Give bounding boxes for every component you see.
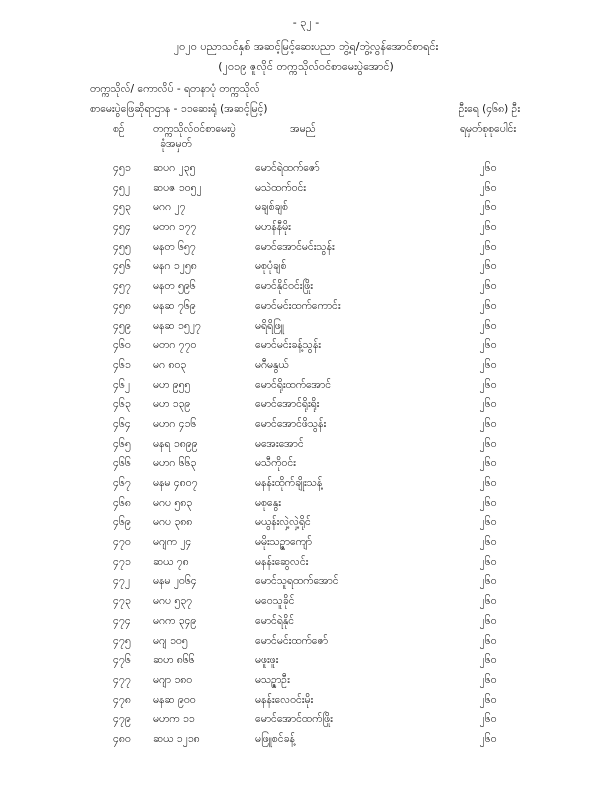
roll-number: မတဂ ၇၇၀	[153, 339, 197, 352]
roll-number: မနမ ၂၀၆၄	[153, 575, 197, 588]
row-number: ၄၇၁	[113, 555, 131, 568]
total-mark: ၂၆၀	[479, 319, 497, 332]
student-name: မောင်သူရထက်အောင်	[255, 575, 339, 588]
total-mark: ၂၆၀	[479, 673, 497, 686]
university-label: တက္ကသိုလ်/ ကောလိပ် - ရတနာပုံ တက္ကသိုလ်	[90, 83, 260, 95]
header-no: စဉ်	[113, 123, 125, 135]
total-mark: ၂၆၀	[479, 496, 497, 509]
header-name: အမည်	[290, 123, 316, 135]
student-name: မောင်ရဲထက်ဇော်	[255, 162, 320, 174]
student-name: မစုပုံချစ်	[255, 260, 287, 273]
row-number: ၄၆၀	[113, 339, 131, 352]
roll-number: ဆယ ၁၂၁၈	[153, 732, 200, 745]
table-row	[0, 474, 612, 494]
table-row	[0, 435, 612, 455]
student-name: မရိရိဖြူ	[255, 319, 284, 332]
roll-number: မနမ ၄၈၀၇	[153, 477, 198, 489]
roll-number: မဟဂ ၄၁၆	[153, 417, 197, 430]
row-number: ၄၇၃	[113, 595, 131, 608]
table-row	[0, 179, 612, 199]
row-number: ၄၈၀	[113, 732, 131, 745]
total-mark: ၂၆၀	[479, 201, 497, 214]
total-mark: ၂၆၀	[479, 181, 497, 194]
student-name: မောင်အောင်မင်းသွန်း	[255, 240, 335, 253]
row-number: ၄၅၃	[113, 201, 131, 214]
document-subtitle: (၂၀၁၉ ဇူလိုင် တက္ကသိုလ်ဝင်စာမေးပွဲအောင်)	[218, 60, 394, 73]
roll-number: မဂပ ၅၃၇	[153, 595, 193, 608]
table-row	[0, 198, 612, 218]
total-mark: ၂၆၀	[479, 555, 497, 568]
table-row	[0, 710, 612, 730]
roll-number: မဂက ၃၄၉	[153, 614, 197, 627]
roll-number: ဆဟ ၈၆၆	[153, 654, 195, 667]
roll-number: မနဆ ၁၅၂၇	[153, 319, 201, 332]
total-mark: ၂၆၀	[479, 437, 497, 450]
student-name: မောင်အောင်ထက်ဖြိုး	[255, 713, 333, 726]
roll-number: မနဂ ၁၂၅၈	[153, 260, 197, 273]
student-name: မနန်းလေဝင်းမိုး	[255, 693, 314, 706]
table-row	[0, 533, 612, 553]
student-name: မောင်မင်းထက်ကောင်း	[255, 299, 341, 312]
row-number: ၄၇၀	[113, 536, 131, 549]
roll-number: မနတ ၅၉၆	[153, 280, 196, 293]
row-number: ၄၅၈	[113, 299, 131, 312]
student-name: မဖြူစင်ခန့်	[255, 732, 295, 745]
total-mark: ၂၆၀	[479, 299, 497, 312]
table-row	[0, 395, 612, 415]
student-name: မစုနွေး	[255, 496, 281, 509]
table-row	[0, 376, 612, 396]
total-mark: ၂၆၀	[479, 280, 497, 293]
student-name: မောင်အောင်ရိုးရိုး	[255, 398, 320, 411]
roll-number: မဂ ၈၀၃	[153, 358, 187, 371]
roll-number: မဟဂ ၆၆၃	[153, 457, 197, 470]
row-number: ၄၆၄	[113, 417, 131, 430]
page-number: - ၃၂ -	[292, 16, 320, 29]
row-number: ၄၅၂	[113, 181, 130, 194]
roll-number: မနတ ၆၅၇	[153, 240, 196, 253]
student-name: မယွန်းလှဲ့လှဲ့ရိုင်	[255, 516, 311, 529]
student-name: မဖူးဖူး	[255, 654, 279, 667]
table-row	[0, 651, 612, 671]
student-name: မောင်အောင်ဖိသွန်း	[255, 417, 327, 430]
total-mark: ၂၆၀	[479, 516, 497, 529]
row-number: ၄၇၉	[113, 713, 131, 726]
row-number: ၄၆၁	[113, 358, 131, 371]
total-mark: ၂၆၀	[479, 221, 497, 234]
table-row	[0, 612, 612, 632]
row-number: ၄၇၅	[113, 634, 131, 647]
student-name: မချစ်ချစ်	[255, 201, 288, 214]
total-mark: ၂၆၀	[479, 575, 497, 588]
student-name: မောင်ရဲနိုင်	[255, 614, 295, 627]
total-mark: ၂၆၀	[479, 536, 497, 549]
roll-number: မဂျာ ၁၈၀	[153, 673, 193, 686]
total-mark: ၂၆၀	[479, 693, 497, 706]
header-roll-number: တက္ကသိုလ်ဝင်စာမေးပွဲ	[153, 123, 236, 135]
student-name: မနန်းဆွေလင်း	[255, 555, 309, 568]
total-mark: ၂၆၀	[479, 654, 497, 667]
row-number: ၄၆၅	[113, 437, 131, 450]
roll-number: မဟက ၁၁	[153, 713, 195, 726]
document-title: ၂၀၂၀ ပညာသင်နှစ် အဆင့်မြင့်ဆေးပညာ ဘွဲ့ရ/ဘွဲ့လွန်အောင်စာရင်း	[173, 40, 439, 53]
row-number: ၄၇၆	[113, 654, 131, 667]
roll-number: မနဆ ၉၀၀	[153, 693, 196, 706]
roll-number: မဂျက ၂၄	[153, 536, 192, 549]
roll-number: မဂဂ ၂၇	[153, 201, 186, 214]
row-number: ၄၅၇	[113, 280, 131, 293]
header-roll-number-line2: ခုံအမှတ်	[160, 138, 192, 150]
table-row	[0, 730, 612, 750]
row-number: ၄၅၄	[113, 221, 131, 234]
total-mark: ၂၆၀	[479, 260, 497, 273]
total-mark: ၂၆၀	[479, 398, 497, 411]
row-number: ၄၅၉	[113, 319, 131, 332]
total-mark: ၂၆၀	[479, 634, 497, 647]
student-name: မမိုးသဉ္ဇာကျော်	[255, 536, 312, 549]
roll-number: မဂပ ၅၈၃	[153, 496, 193, 509]
table-row	[0, 336, 612, 356]
results-table	[0, 159, 612, 750]
roll-number: မနဆ ၇၆၉	[153, 299, 196, 312]
table-row	[0, 415, 612, 435]
table-row	[0, 159, 612, 179]
total-mark: ၂၆၀	[479, 378, 497, 391]
total-mark: ၂၆၀	[479, 477, 497, 489]
table-row	[0, 494, 612, 514]
row-number: ၄၅၁	[113, 162, 131, 174]
total-mark: ၂၆၀	[479, 457, 497, 470]
student-name: မနန်းထိုက်ချိုးသန့်	[255, 477, 323, 489]
table-row	[0, 513, 612, 533]
student-name: မသဲထက်ဝင်း	[255, 181, 306, 194]
row-number: ၄၇၂	[113, 575, 130, 588]
roll-number: ဆပဇ ၁၀၅၂	[153, 181, 202, 194]
total-mark: ၂၆၀	[479, 417, 497, 430]
table-row	[0, 572, 612, 592]
roll-number: မဂျ ၁၀၅	[153, 634, 188, 647]
table-row	[0, 257, 612, 277]
row-number: ၄၅၆	[113, 260, 131, 273]
roll-number: မဂပ ၃၈၈	[153, 516, 193, 529]
total-mark: ၂၆၀	[479, 358, 497, 371]
row-number: ၄၆၈	[113, 496, 131, 509]
table-row	[0, 454, 612, 474]
student-name: မဟန်နီမိုး	[255, 221, 291, 234]
table-row	[0, 277, 612, 297]
row-number: ၄၅၅	[113, 240, 131, 253]
row-number: ၄၆၇	[113, 477, 131, 489]
table-row	[0, 592, 612, 612]
table-row	[0, 218, 612, 238]
roll-number: မတဂ ၁၇၇	[153, 221, 197, 234]
row-number: ၄၇၇	[113, 673, 131, 686]
row-number: ၄၆၂	[113, 378, 130, 391]
table-row	[0, 356, 612, 376]
student-name: မောင်နိုင်ဝင်းဖြိုး	[255, 280, 313, 293]
roll-number: ဆယ ၇၈	[153, 555, 189, 568]
table-row	[0, 671, 612, 691]
table-row	[0, 238, 612, 258]
total-mark: ၂၆၀	[479, 595, 497, 608]
row-number: ၄၆၆	[113, 457, 131, 470]
roll-number: ဆပဂ ၂၃၅	[153, 162, 196, 174]
count-label: ဦးရေ (၄၆၈) ဦး	[458, 103, 520, 115]
student-name: မဂီမနွယ်	[255, 358, 289, 371]
student-name: မသီကိုဝင်း	[255, 457, 296, 470]
table-row	[0, 632, 612, 652]
row-number: ၄၆၉	[113, 516, 131, 529]
total-mark: ၂၆၀	[479, 614, 497, 627]
total-mark: ၂၆၀	[479, 240, 497, 253]
roll-number: မနရ ၁၈၉၉	[153, 437, 198, 450]
total-mark: ၂၆၀	[479, 732, 497, 745]
student-name: မောင်မင်းခန့်သွန်း	[255, 339, 321, 352]
table-row	[0, 297, 612, 317]
table-row	[0, 691, 612, 711]
student-name: မသဉ္ဇာဦး	[255, 673, 290, 686]
total-mark: ၂၆၀	[479, 713, 497, 726]
row-number: ၄၇၈	[113, 693, 131, 706]
roll-number: မဟ ၁၃၉	[153, 398, 191, 411]
student-name: မောင်ရိုးထက်အောင်	[255, 378, 332, 391]
table-row	[0, 317, 612, 337]
exam-center-label: စာမေးပွဲဖြေဆိုရာဌာန - ၁၁ဆေးရုံ (အဆင့်မြင့်)	[90, 103, 268, 115]
total-mark: ၂၆၀	[479, 162, 497, 174]
student-name: မဝေသူခိုင်	[255, 595, 295, 608]
row-number: ၄၇၄	[113, 614, 131, 627]
row-number: ၄၆၃	[113, 398, 131, 411]
roll-number: မဟ ၉၅၅	[153, 378, 191, 391]
table-row	[0, 553, 612, 573]
total-mark: ၂၆၀	[479, 339, 497, 352]
student-name: မောင်မင်းထက်ဇော်	[255, 634, 329, 647]
student-name: မအေးအောင်	[255, 437, 304, 450]
header-total-marks: ရမှတ်စုစုပေါင်း	[459, 123, 517, 135]
